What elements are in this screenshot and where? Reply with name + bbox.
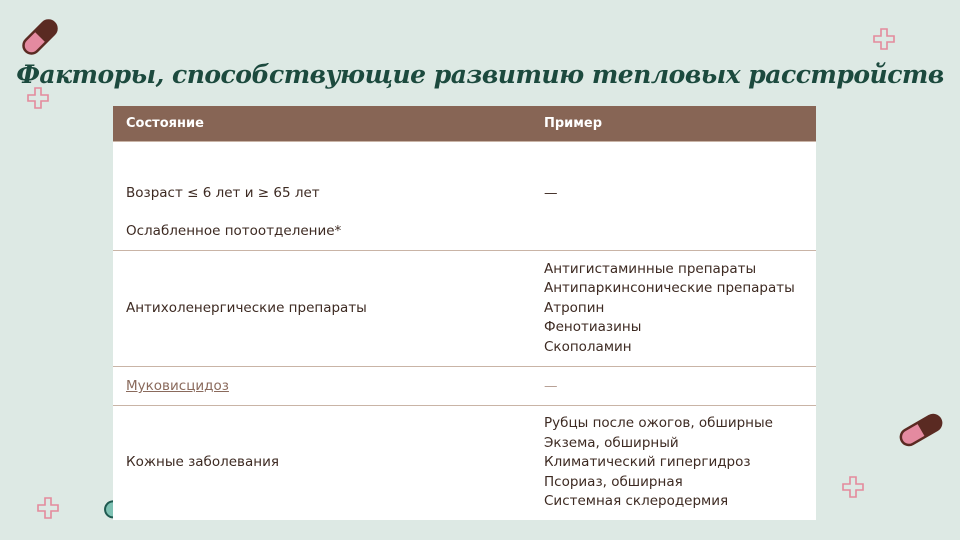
cell-example: Псориаз, обширная: [544, 473, 683, 490]
cell-example: Климатический гипергидроз: [544, 454, 751, 471]
data-table: [113, 106, 816, 520]
cell-state: Возраст ≤ 6 лет и ≥ 65 лет: [126, 185, 320, 201]
cell-state: Антихоленергические препараты: [126, 299, 367, 316]
cell-example: Экзема, обширный: [544, 434, 679, 451]
cell-example: —: [544, 185, 558, 201]
pill-icon: [896, 410, 946, 450]
cell-example: Антипаркинсонические препараты: [544, 280, 795, 297]
table-row: [113, 142, 816, 251]
cell-example: Антигистаминные препараты: [544, 260, 757, 277]
pill-icon: [18, 15, 62, 59]
plus-icon: [26, 86, 50, 110]
cell-example: Фенотиазины: [544, 319, 642, 336]
plus-icon: [872, 27, 896, 51]
cell-state: Кожные заболевания: [126, 454, 280, 471]
header-state: Состояние: [126, 116, 204, 131]
plus-icon: [36, 496, 60, 520]
table-header: [113, 106, 816, 142]
cell-example: —: [544, 378, 558, 394]
cell-example: Скополамин: [544, 338, 632, 355]
header-example: Пример: [544, 116, 603, 131]
plus-icon: [841, 475, 865, 499]
cell-example: Атропин: [544, 299, 605, 316]
cell-example: Рубцы после ожогов, обширные: [544, 415, 773, 432]
cystic-fibrosis-link[interactable]: Муковисцидоз: [126, 378, 229, 394]
table-row: [113, 367, 816, 406]
cell-example: Системная склеродермия: [544, 493, 729, 510]
page-title: Факторы, способствующие развитию тепловых расстройств: [16, 60, 944, 89]
table-row: [113, 251, 816, 367]
cell-state: Ослабленное потоотделение*: [126, 222, 342, 239]
table-row: [113, 406, 816, 520]
